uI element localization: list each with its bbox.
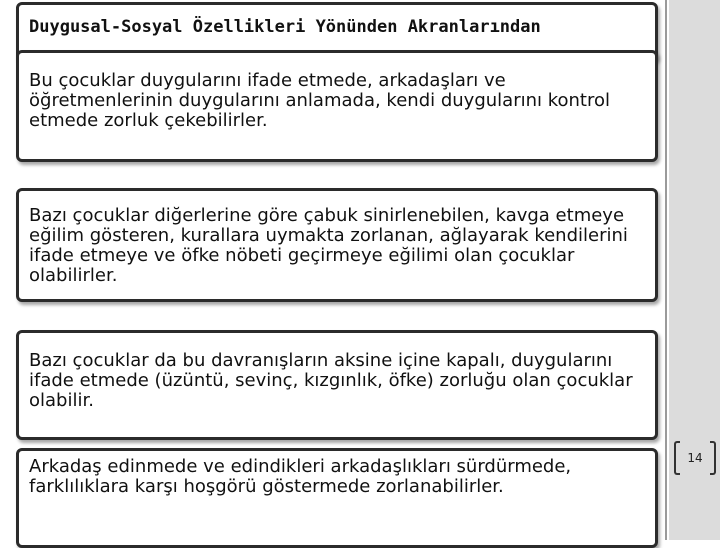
paragraph-text-4: Arkadaş edinmede ve edindikleri arkadaşlıkları sürdürmede, farklılıklara karşı hoşgörü göstermede zorlanabilirler. — [29, 456, 572, 497]
paragraph-box-4 — [16, 448, 658, 548]
left-bracket-icon — [674, 441, 680, 475]
paragraph-box-3 — [16, 330, 658, 440]
page-number-text: 14 — [687, 451, 703, 465]
right-bracket-icon — [710, 441, 716, 475]
page-number — [674, 441, 716, 475]
paragraph-text-1: Bu çocuklar duygularını ifade etmede, arkadaşları ve öğretmenlerinin duygularını anlamada, kendi duygularını kontrol etmede zorluk çekebilirler. — [29, 70, 611, 131]
paragraph-box-1 — [16, 50, 658, 162]
paragraph-box-2 — [16, 188, 658, 302]
slide-title: Duygusal-Sosyal Özellikleri Yönünden Akranlarından — [29, 17, 541, 37]
paragraph-text-2: Bazı çocuklar diğerlerine göre çabuk sinirlenebilen, kavga etmeye eğilim gösteren, kurallara uymakta zorlanan, ağlayarak kendilerini ifade etmeye ve öfke nöbeti geçirmeye eğilimi olan çocuklar olabilirler. — [29, 205, 628, 286]
sidebar-divider — [665, 0, 667, 540]
paragraph-text-3: Bazı çocuklar da bu davranışların aksine içine kapalı, duygularını ifade etmede (üzüntü, sevinç, kızgınlık, öfke) zorluğu olan çocuklar olabilir. — [29, 350, 633, 411]
